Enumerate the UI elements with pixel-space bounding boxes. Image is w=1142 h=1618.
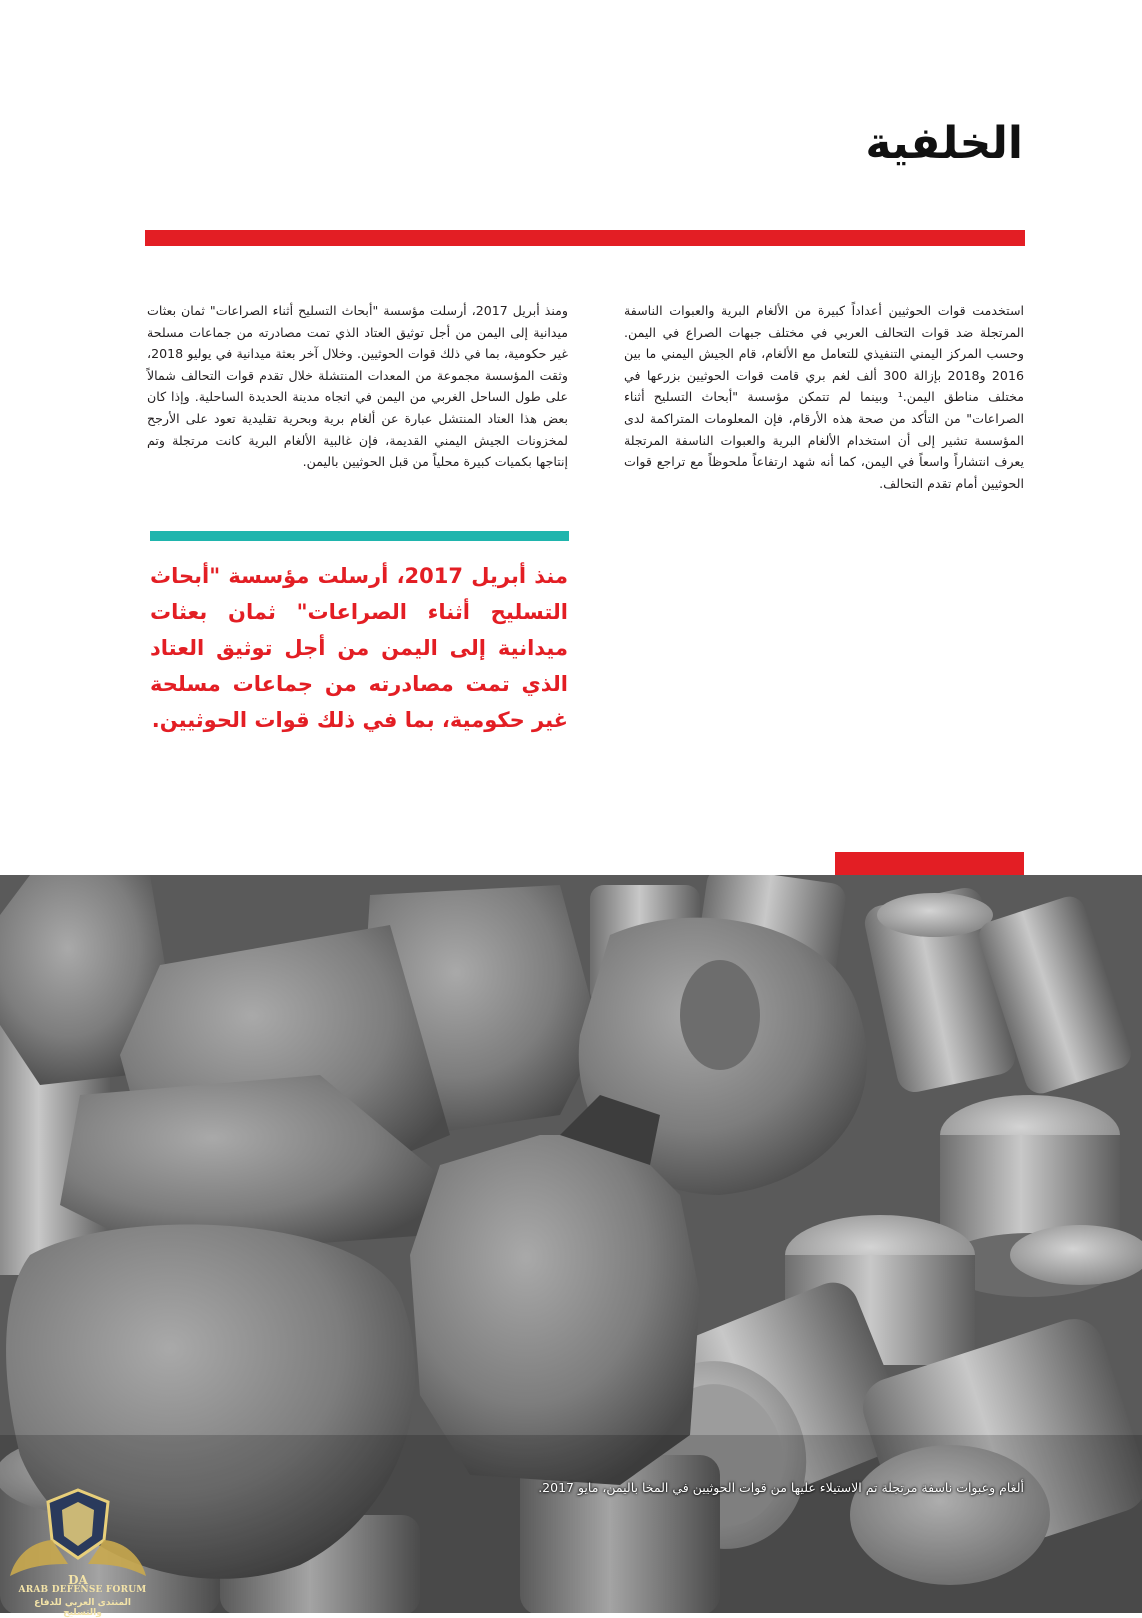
watermark-english-name: ARAB DEFENSE FORUM [18, 1585, 147, 1595]
body-column-right: استخدمت قوات الحوثيين أعداداً كبيرة من الألغام البرية والعبوات الناسفة المرتجلة ضد قوات التحالف العربي في مختلف جبهات الصراع في اليمن. وحسب المركز اليمني التنفيذي للتعامل مع الألغام، قام الجيش اليمني ما بين 2016 و2018 بإزالة 300 ألف لغم بري قامت قوات الحوثيين بزرعها في مختلف مناطق اليمن.¹ وبينما لم تتمكن مؤسسة "أبحاث التسليح أثناء الصراعات" من التأكد من صحة هذه الأرقام، فإن المعلومات المتراكمة لدى المؤسسة تشير إلى أن استخدام الألغام البرية والعبوات الناسفة المرتجلة يعرف انتشاراً واسعاً في اليمن، كما أنه شهد ارتفاعاً ملحوظاً مع تراجع قوات الحوثيين أمام تقدم التحالف. [624, 303, 1024, 491]
photo-caption: ألغام وعبوات ناسفة مرتجلة تم الاستيلاء عليها من قوات الحوثيين في المخا باليمن، مايو 2017. [538, 1480, 1024, 1495]
body-column-left: ومنذ أبريل 2017، أرسلت مؤسسة "أبحاث التسليح أثناء الصراعات" ثمان بعثات ميدانية إلى اليمن من أجل توثيق العتاد الذي تمت مصادرته من جماعات مسلحة غير حكومية، بما في ذلك قوات الحوثيين. وخلال آخر بعثة ميدانية في يوليو 2018، وثقت المؤسسة مجموعة من المعدات المنتشلة خلال تقدم قوات التحالف شمالاً على طول الساحل الغربي من اليمن في اتجاه مدينة الحديدة الساحلية. وإذا كان بعض هذا العتاد المنتشل عبارة عن ألغام برية وبحرية تقليدية تعود على الأرجح لمخزونات الجيش اليمني القديمة، فإن غالبية الألغام البرية كانت مرتجلة وتم إنتاجها بكميات كبيرة محلياً من قبل الحوثيين باليمن. [147, 303, 568, 470]
landmines-photo [0, 875, 1142, 1613]
page-title: الخلفية [865, 118, 1023, 169]
watermark-arabic-name: المنتدى العربي للدفاع والتسليح [34, 1598, 131, 1618]
svg-text:DA: DA [68, 1573, 88, 1587]
photo-red-tab [835, 852, 1024, 876]
title-red-rule [145, 230, 1025, 246]
pull-quote-teal-rule [150, 531, 569, 541]
pull-quote: منذ أبريل 2017، أرسلت مؤسسة "أبحاث التسليح أثناء الصراعات" ثمان بعثات ميدانية إلى اليمن من أجل توثيق العتاد الذي تمت مصادرته من جماعات مسلحة غير حكومية، بما في ذلك قوات الحوثيين. [150, 564, 568, 732]
